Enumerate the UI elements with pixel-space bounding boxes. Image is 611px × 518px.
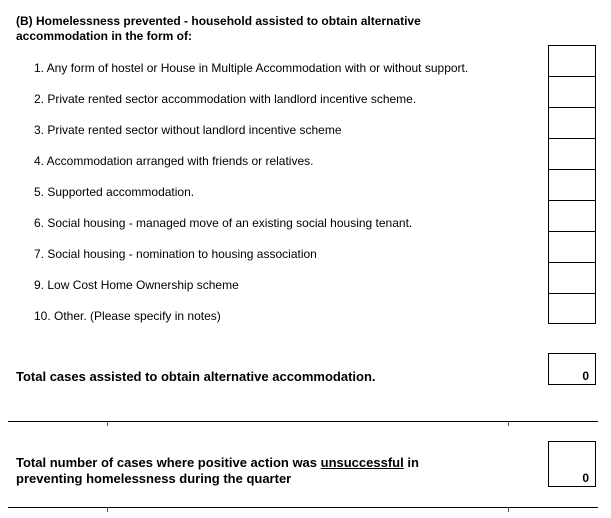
input-box-social-nomination[interactable]: [549, 232, 595, 263]
rule-tick: [107, 421, 108, 426]
item-friends-relatives: 4. Accommodation arranged with friends or relatives.: [34, 154, 314, 168]
section-heading: [16, 14, 486, 44]
item-social-nomination: 7. Social housing - nomination to housing association: [34, 247, 317, 261]
separator-rule: [8, 421, 598, 422]
total-unsuccessful-text-after: in: [403, 455, 419, 470]
input-box-private-rented-incentive[interactable]: [549, 77, 595, 108]
section-heading-line2: accommodation in the form of:: [16, 29, 193, 43]
input-box-supported-accommodation[interactable]: [549, 170, 595, 201]
rule-tick: [508, 421, 509, 426]
item-private-rented-incentive: 2. Private rented sector accommodation with landlord incentive scheme.: [34, 92, 417, 106]
input-box-column: [548, 45, 596, 324]
input-box-social-managed-move[interactable]: [549, 201, 595, 232]
total-assisted-value[interactable]: 0: [548, 353, 596, 385]
input-box-other[interactable]: [549, 294, 595, 325]
total-unsuccessful-label: [16, 455, 419, 487]
item-supported-accommodation: 5. Supported accommodation.: [34, 185, 195, 199]
unsuccessful-underlined: unsuccessful: [320, 455, 404, 470]
bottom-rule: [8, 507, 598, 508]
rule-tick: [107, 507, 108, 512]
rule-tick: [508, 507, 509, 512]
input-box-hostel[interactable]: [549, 46, 595, 77]
item-hostel: 1. Any form of hostel or House in Multiple Accommodation with or without support.: [34, 61, 469, 75]
total-assisted-label: Total cases assisted to obtain alternative accommodation.: [16, 369, 376, 384]
total-unsuccessful-value[interactable]: 0: [548, 441, 596, 487]
total-unsuccessful-line1: [16, 455, 419, 471]
total-unsuccessful-text: Total number of cases where positive action was: [16, 455, 321, 470]
input-box-low-cost-ownership[interactable]: [549, 263, 595, 294]
total-unsuccessful-line2: preventing homelessness during the quarter: [16, 471, 292, 486]
item-low-cost-ownership: 9. Low Cost Home Ownership scheme: [34, 278, 239, 292]
input-box-friends-relatives[interactable]: [549, 139, 595, 170]
section-heading-line1: (B) Homelessness prevented - household assisted to obtain alternative: [16, 14, 421, 28]
item-social-managed-move: 6. Social housing - managed move of an existing social housing tenant.: [34, 216, 413, 230]
input-box-private-rented-no-incentive[interactable]: [549, 108, 595, 139]
item-private-rented-no-incentive: 3. Private rented sector without landlord incentive scheme: [34, 123, 342, 137]
item-other: 10. Other. (Please specify in notes): [34, 309, 221, 323]
